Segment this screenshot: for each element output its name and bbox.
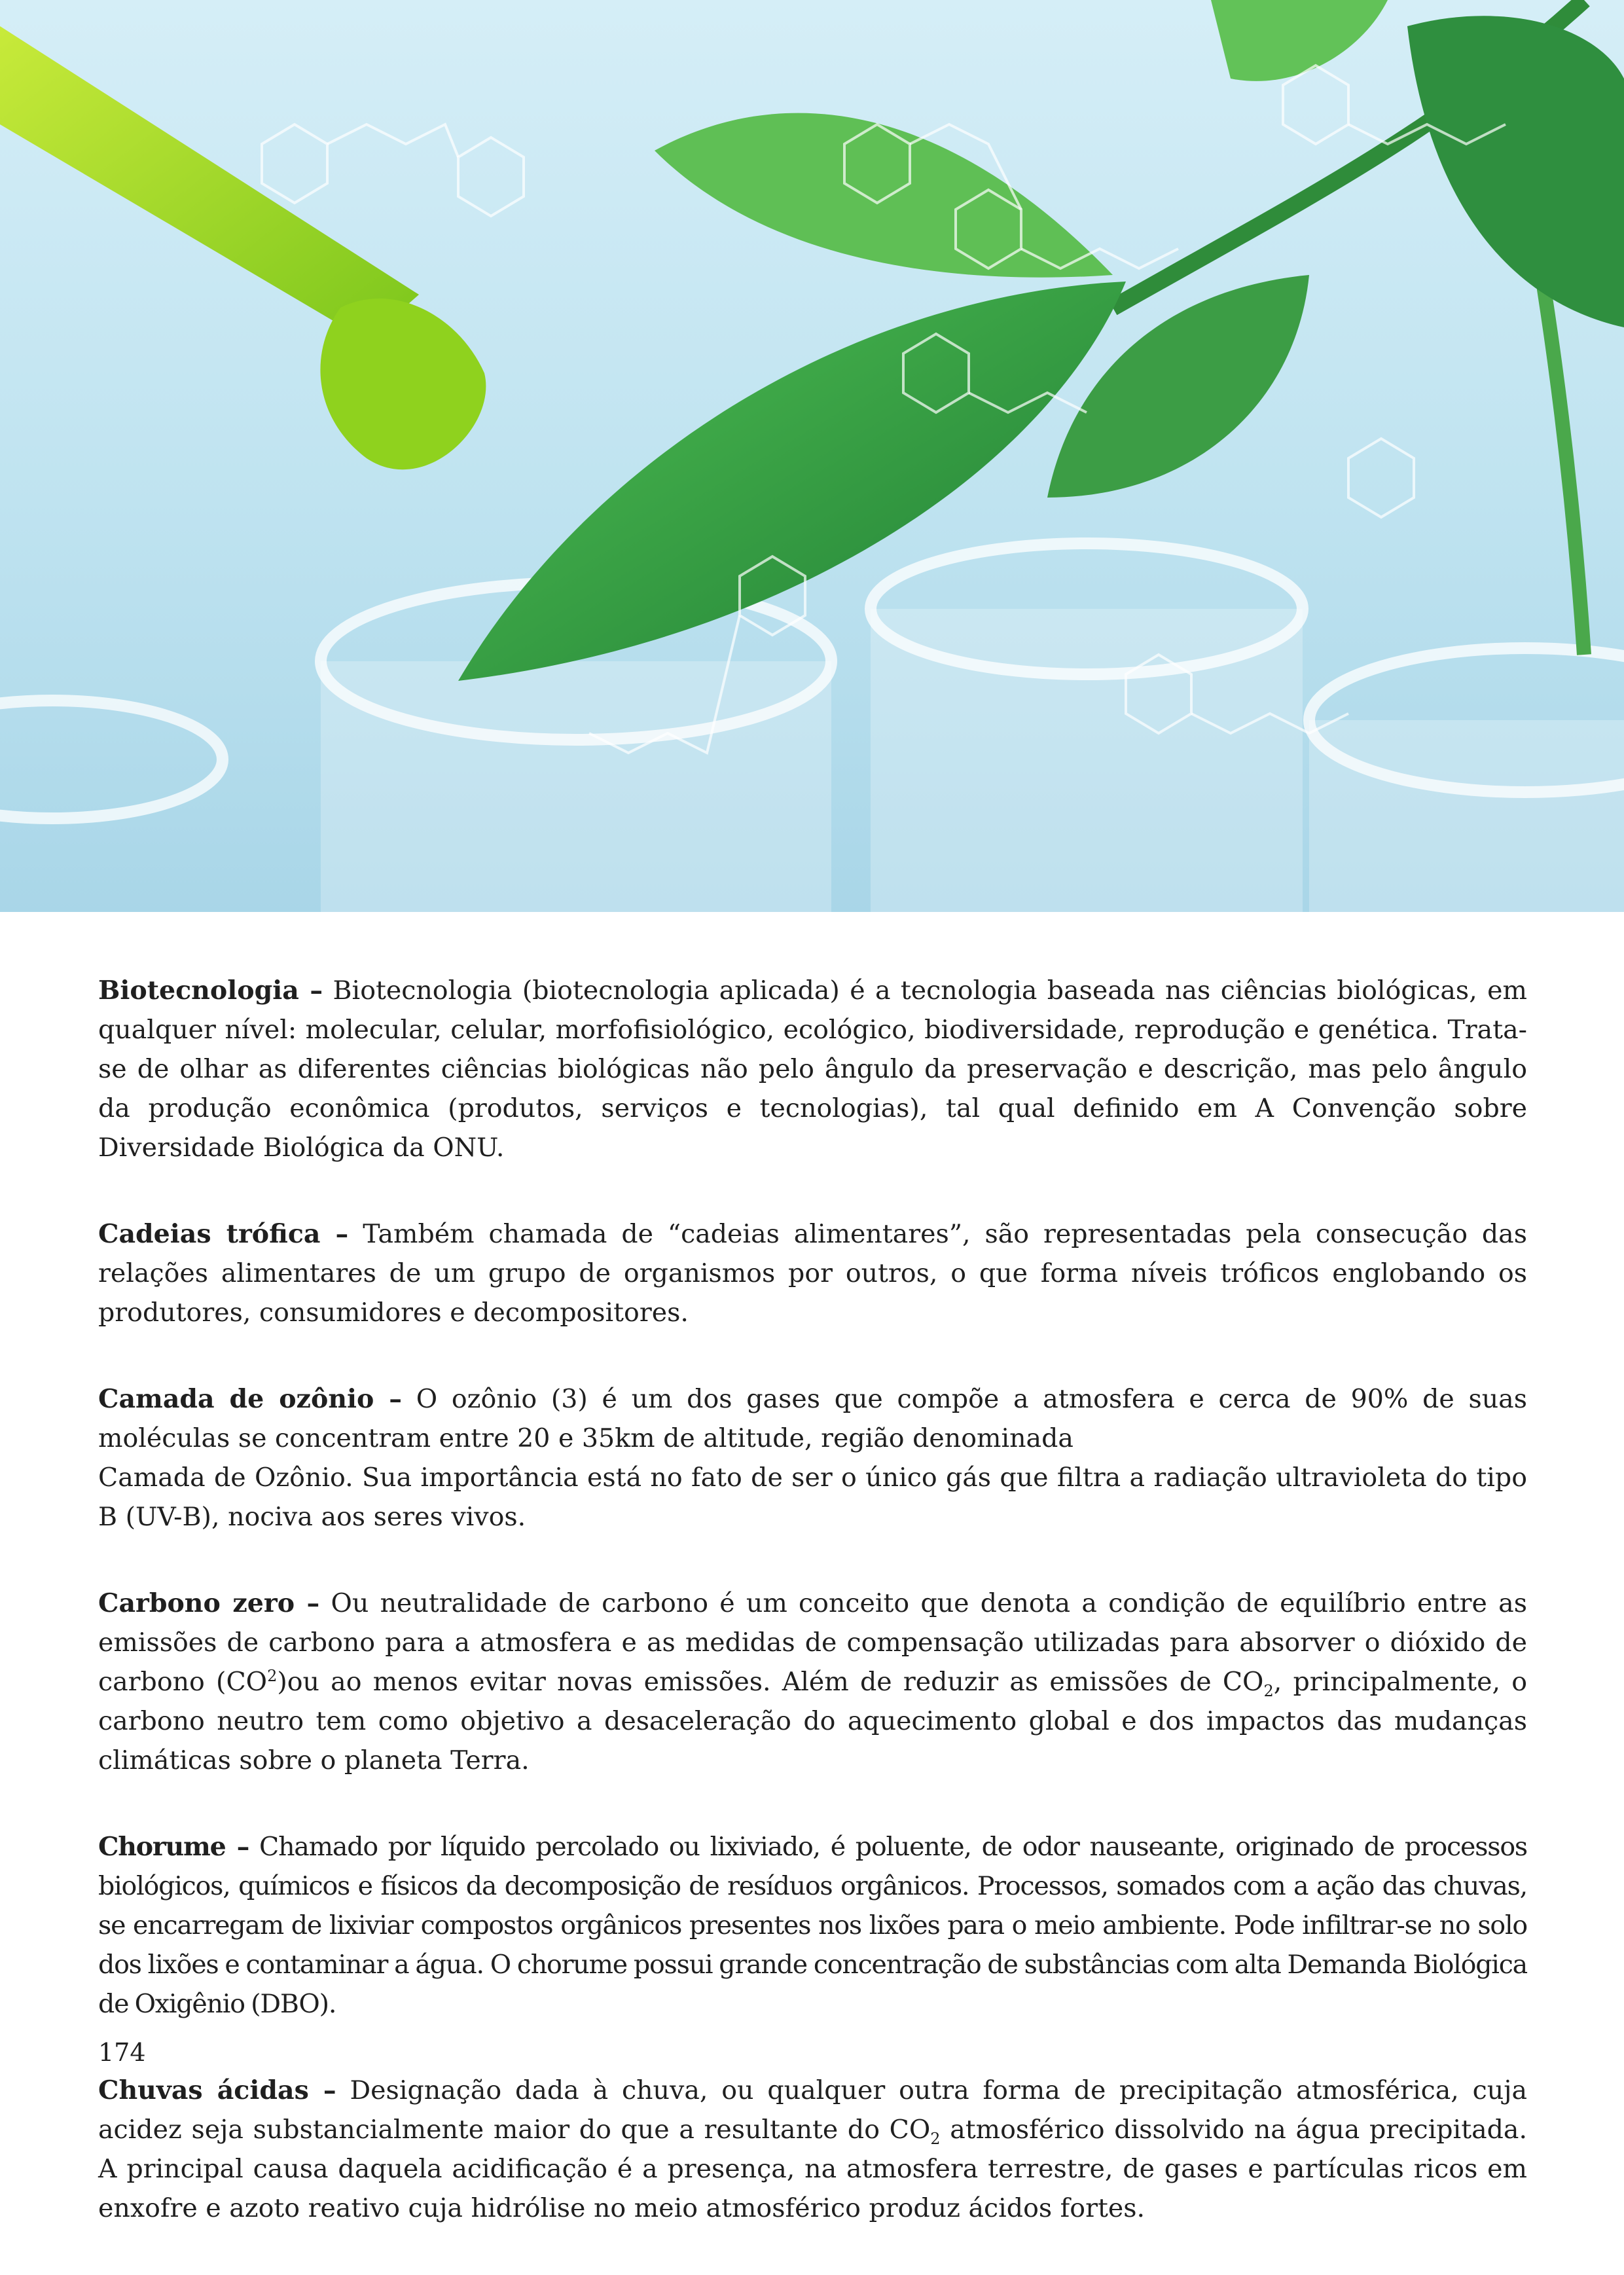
glossary-entry (98, 1584, 1527, 1780)
entry-text: , principalmente, o carbono neutro tem como objetivo a desaceleração do aquecimento global e dos impactos das mudanças climáticas sobre o planeta Terra. (98, 1667, 1527, 1775)
entry-term: Cadeias trófica – (98, 1219, 349, 1249)
entry-text: Camada de Ozônio. Sua importância está no fato de ser o único gás que filtra a radiação ultravioleta do tipo B (UV-B), nociva aos seres vivos. (98, 1463, 1527, 1532)
entry-term: Chorume – (98, 1832, 249, 1862)
glossary-entry (98, 1827, 1527, 2024)
entry-text: atmosférico dissolvido na água precipitada. A principal causa daquela acidificação é a presença, na atmosfera terrestre, de gases e partículas ricos em enxofre e azoto reativo cuja hidrólise no meio atmosférico produz ácidos fortes. (98, 2115, 1528, 2223)
hero-image (0, 0, 1624, 912)
page-number: 174 (98, 2038, 146, 2067)
glossary-entry (98, 971, 1527, 1167)
entry-term: Carbono zero – (98, 1588, 320, 1618)
entry-text: Designação dada à chuva, ou qualquer outra forma de precipitação atmosférica, cuja acidez seja substancialmente maior do que a resultante do CO (98, 2075, 1528, 2145)
entry-term: Camada de ozônio – (98, 1384, 403, 1414)
entry-text: Chamado por líquido percolado ou lixiviado, é poluente, de odor nauseante, originado de processos biológicos, químicos e físicos da decomposição de resíduos orgânicos. Processos, somados com a ação das chuvas, se encarregam de lixiviar compostos orgânicos presentes nos lixões para o meio ambiente. Pode infiltrar-se no solo dos lixões e contaminar a água. O chorume possui grande concentração de substâncias com alta Demanda Biológica de Oxigênio (DBO). (98, 1832, 1527, 2019)
subscript: 2 (1263, 1681, 1274, 1700)
entry-term: Biotecnologia – (98, 975, 323, 1006)
glossary-entry (98, 2071, 1527, 2228)
glossary-entry (98, 1214, 1527, 1332)
glossary-content (98, 971, 1527, 2275)
entry-text: )ou ao menos evitar novas emissões. Além de reduzir as emissões de CO (277, 1667, 1264, 1697)
entry-text: Ou neutralidade de carbono é um conceito que denota a condição de equilíbrio entre as emissões de carbono para a atmosfera e as medidas de compensação utilizadas para absorver o dióxido de carbono (CO (98, 1588, 1527, 1697)
entry-text: O ozônio (3) é um dos gases que compõe a atmosfera e cerca de 90% de suas moléculas se concentram entre 20 e 35km de altitude, região denominada (98, 1384, 1527, 1453)
glossary-entry (98, 1379, 1527, 1537)
entry-term: Chuvas ácidas – (98, 2075, 336, 2105)
entry-text: Também chamada de “cadeias alimentares”, são representadas pela consecução das relações alimentares de um grupo de organismos por outros, o que forma níveis tróficos englobando os produtores, consumidores e decompositores. (98, 1219, 1528, 1328)
entry-text: Biotecnologia (biotecnologia aplicada) é a tecnologia baseada nas ciências biológicas, em qualquer nível: molecular, celular, morfofisiológico, ecológico, biodiversidade, reprodução e genética. Trata-se de olhar as diferentes ciências biológicas não pelo ângulo da preservação e descrição, mas pelo ângulo da produção econômica (produtos, serviços e tecnologias), tal qual definido em A Convenção sobre Diversidade Biológica da ONU. (98, 975, 1527, 1163)
plant-leaves-pipette-molecule-image (0, 0, 1624, 912)
superscript: 2 (267, 1666, 278, 1685)
subscript: 2 (930, 2129, 941, 2148)
